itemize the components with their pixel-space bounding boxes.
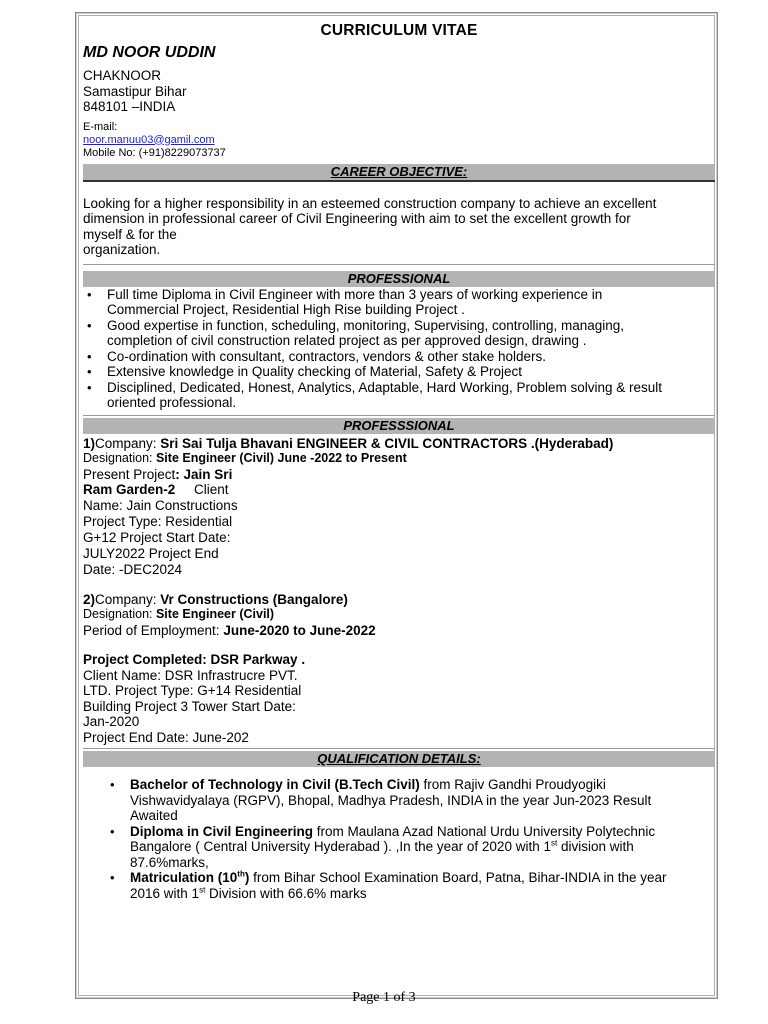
career-objective-text: Looking for a higher responsibility in an esteemed construction company to achieve an excellent dimension in professional career of Civil Engineering with aim to set the excellent growth for myself & for the organization.: [83, 195, 657, 257]
address-line: CHAKNOOR: [83, 68, 162, 83]
list-item: • Disciplined, Dedicated, Honest, Analytics, Adaptable, Hard Working, Problem solving & result oriented professional.: [107, 380, 715, 411]
job-2: 2)Company: Vr Constructions (Bangalore) Designation: Site Engineer (Civil) Period of Employment: June-2020 to June-2022 Project Completed: DSR Parkway . Client Name: DSR Infrastrucre PVT. LTD. Project Type: G+14 Residential Building Project 3 Tower Start Date: Jan-2020 Project End Date: June-202: [83, 591, 376, 745]
list-item: • Co-ordination with consultant, contractors, vendors & other stake holders.: [107, 349, 715, 365]
page-number: Page 1 of 3: [352, 990, 416, 1005]
qualification-list: [83, 777, 715, 901]
section-rule: [83, 748, 715, 749]
list-item: • Good expertise in function, scheduling, monitoring, Supervising, controlling, managing, completion of civil construction related project as per approved design, drawing .: [107, 318, 715, 349]
cv-content: [83, 20, 715, 901]
candidate-name: MD NOOR UDDIN: [83, 44, 216, 61]
address-line: 848101 –INDIA: [83, 99, 176, 114]
list-item: • Extensive knowledge in Quality checking of Material, Safety & Project: [107, 364, 715, 380]
list-item: • Full time Diploma in Civil Engineer with more than 3 years of working experience in Commercial Project, Residential High Rise building Project .: [107, 287, 715, 318]
qualification-heading: QUALIFICATION DETAILS:: [83, 751, 715, 767]
professional-list: [83, 287, 715, 411]
cv-title: CURRICULUM VITAE: [320, 22, 478, 39]
mobile-number: Mobile No: (+91)8229073737: [83, 146, 226, 159]
email-label: E-mail:: [83, 120, 118, 133]
experience-heading: PROFESSSIONAL: [83, 418, 715, 434]
address-line: Samastipur Bihar: [83, 83, 187, 99]
section-rule: [83, 415, 715, 416]
list-item: • Bachelor of Technology in Civil (B.Tech Civil) from Rajiv Gandhi Proudyogiki Vishwavidyalaya (RGPV), Bhopal, Madhya Pradesh, INDIA in the year Jun-2023 Result Awaited: [130, 777, 715, 824]
list-item: • Diploma in Civil Engineering from Maulana Azad National Urdu University Polytechnic Bangalore ( Central University Hyderabad ). ,In the year of 2020 with 1st division with 87.6%marks,: [130, 824, 715, 871]
list-item: • Matriculation (10th) from Bihar School Examination Board, Patna, Bihar-INDIA in the year 2016 with 1st Division with 66.6% marks: [130, 870, 715, 901]
career-objective-heading: CAREER OBJECTIVE:: [83, 164, 715, 180]
professional-heading: PROFESSIONAL: [83, 271, 715, 287]
job-1: 1)Company: Sri Sai Tulja Bhavani ENGINEER & CIVIL CONTRACTORS .(Hyderabad) Designation: Site Engineer (Civil) June -2022 to Present Present Project: Jain Sri Ram Garden-2 Client Name: Jain Constructions Project Type: Residential G+12 Project Start Date: JULY2022 Project End Date: -DEC2024: [83, 435, 614, 577]
email-link[interactable]: noor.manuu03@gamil.com: [83, 133, 215, 146]
